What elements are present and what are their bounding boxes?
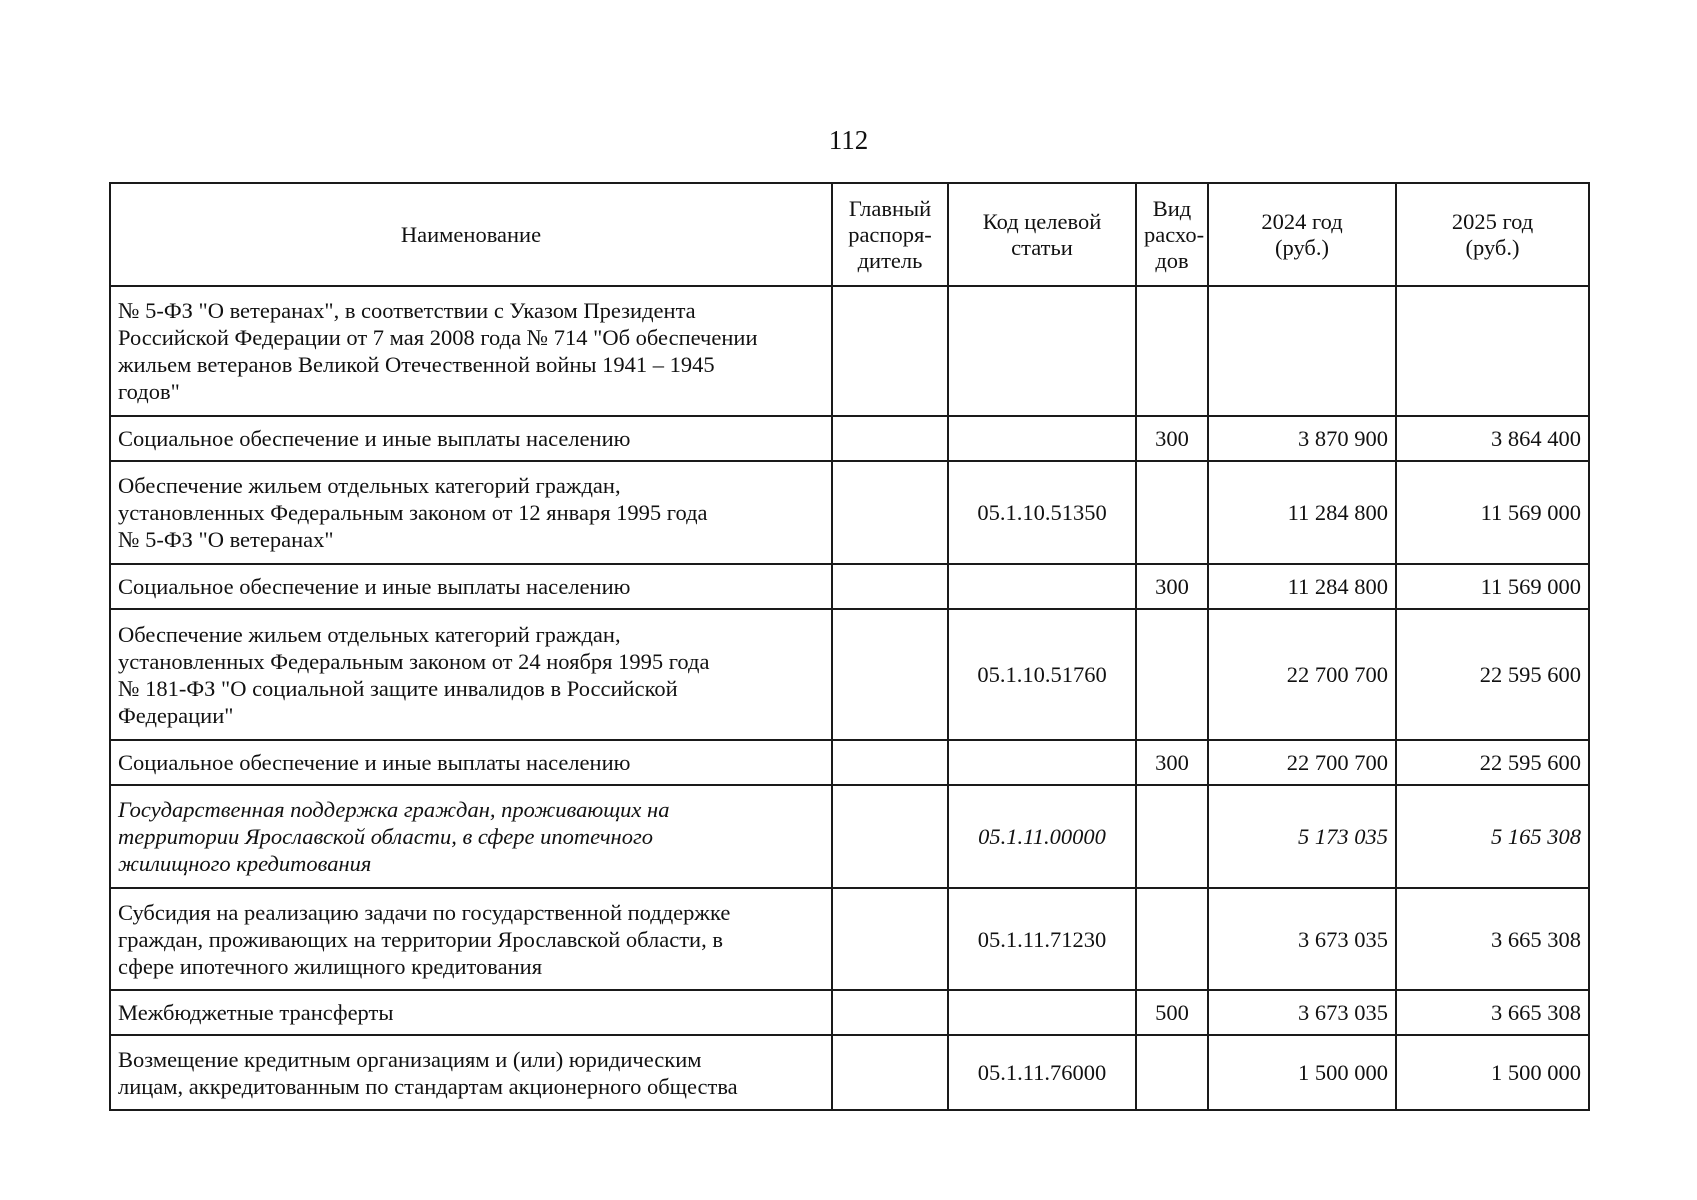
cell-name-line: Социальное обеспечение и иные выплаты населению: [118, 750, 631, 775]
cell-main-manager: [832, 564, 948, 609]
cell-name-line: Социальное обеспечение и иные выплаты населению: [118, 574, 631, 599]
cell-target-code: [948, 564, 1136, 609]
cell-amount-2024: 22 700 700: [1208, 740, 1396, 785]
header-year-2025: 2025 год (руб.): [1396, 183, 1589, 286]
cell-amount-2025: 1 500 000: [1396, 1035, 1589, 1110]
cell-expense-type: 500: [1136, 990, 1208, 1035]
cell-amount-2024: 1 500 000: [1208, 1035, 1396, 1110]
header-main-manager: Главный распоря- дитель: [832, 183, 948, 286]
cell-amount-2024: 3 673 035: [1208, 990, 1396, 1035]
cell-name-line: Межбюджетные трансферты: [118, 1000, 394, 1025]
cell-target-code: 05.1.10.51760: [948, 609, 1136, 740]
cell-amount-2025: [1396, 286, 1589, 416]
table-row: [110, 785, 1589, 888]
cell-target-code: [948, 416, 1136, 461]
cell-name-line: № 181-ФЗ "О социальной защите инвалидов в Российской: [118, 675, 678, 701]
cell-target-code: [948, 740, 1136, 785]
cell-amount-2025: 11 569 000: [1396, 564, 1589, 609]
cell-target-code: [948, 990, 1136, 1035]
cell-expense-type: [1136, 461, 1208, 564]
cell-name: [110, 286, 832, 416]
cell-expense-type: [1136, 286, 1208, 416]
table-row: [110, 888, 1589, 990]
cell-name: [110, 888, 832, 990]
cell-name: [110, 416, 832, 461]
cell-expense-type: 300: [1136, 740, 1208, 785]
cell-amount-2025: 3 665 308: [1396, 888, 1589, 990]
cell-main-manager: [832, 286, 948, 416]
cell-expense-type: 300: [1136, 564, 1208, 609]
cell-name-line: жилищного кредитования: [118, 851, 372, 876]
cell-amount-2024: 11 284 800: [1208, 564, 1396, 609]
cell-name-line: граждан, проживающих на территории Ярославской области, в: [118, 926, 723, 952]
budget-table: [109, 182, 1590, 1111]
cell-main-manager: [832, 990, 948, 1035]
cell-expense-type: [1136, 1035, 1208, 1110]
cell-name-line: Федерации": [118, 702, 234, 728]
cell-target-code: 05.1.11.00000: [948, 785, 1136, 888]
table-row: [110, 990, 1589, 1035]
cell-name-line: № 5-ФЗ "О ветеранах": [118, 527, 334, 552]
cell-amount-2025: 22 595 600: [1396, 740, 1589, 785]
table-row: [110, 286, 1589, 416]
cell-expense-type: 300: [1136, 416, 1208, 461]
table-row: [110, 564, 1589, 609]
page-number: 112: [828, 125, 869, 155]
table-row: [110, 461, 1589, 564]
cell-name-line: Обеспечение жильем отдельных категорий граждан,: [118, 621, 621, 647]
cell-main-manager: [832, 740, 948, 785]
cell-name: [110, 609, 832, 740]
cell-main-manager: [832, 461, 948, 564]
cell-name-line: Субсидия на реализацию задачи по государственной поддержке: [118, 899, 731, 925]
cell-amount-2024: 22 700 700: [1208, 609, 1396, 740]
cell-name-line: территории Ярославской области, в сфере ипотечного: [118, 824, 654, 849]
cell-name: [110, 1035, 832, 1110]
cell-name: [110, 740, 832, 785]
cell-amount-2025: 3 665 308: [1396, 990, 1589, 1035]
cell-amount-2024: [1208, 286, 1396, 416]
cell-target-code: 05.1.11.76000: [948, 1035, 1136, 1110]
cell-name: [110, 990, 832, 1035]
table-row: [110, 416, 1589, 461]
cell-amount-2025: 22 595 600: [1396, 609, 1589, 740]
cell-name-line: лицам, аккредитованным по стандартам акционерного общества: [118, 1073, 738, 1099]
table-row: [110, 1035, 1589, 1110]
cell-name-line: Российской Федерации от 7 мая 2008 года № 714 "Об обеспечении: [118, 325, 758, 350]
cell-name-line: установленных Федеральным законом от 12 января 1995 года: [118, 500, 708, 525]
cell-main-manager: [832, 416, 948, 461]
cell-amount-2024: 11 284 800: [1208, 461, 1396, 564]
cell-name-line: жильем ветеранов Великой Отечественной войны 1941 – 1945: [118, 352, 715, 377]
cell-main-manager: [832, 609, 948, 740]
cell-name: [110, 785, 832, 888]
cell-name-line: № 5-ФЗ "О ветеранах", в соответствии с Указом Президента: [118, 298, 696, 323]
cell-main-manager: [832, 785, 948, 888]
table-row: [110, 609, 1589, 740]
cell-name-line: Государственная поддержка граждан, проживающих на: [118, 797, 670, 822]
cell-main-manager: [832, 1035, 948, 1110]
cell-name-line: Обеспечение жильем отдельных категорий граждан,: [118, 473, 621, 498]
header-target-code: Код целевой статьи: [948, 183, 1136, 286]
cell-target-code: 05.1.11.71230: [948, 888, 1136, 990]
cell-name-line: Социальное обеспечение и иные выплаты населению: [118, 426, 631, 451]
header-row: [110, 183, 1589, 286]
cell-amount-2025: 11 569 000: [1396, 461, 1589, 564]
cell-target-code: 05.1.10.51350: [948, 461, 1136, 564]
header-expense-type: Вид расхо- дов: [1136, 183, 1208, 286]
cell-name-line: годов": [118, 379, 180, 404]
table-body: [110, 286, 1589, 1110]
cell-expense-type: [1136, 888, 1208, 990]
cell-name-line: Возмещение кредитным организациям и (или) юридическим: [118, 1046, 702, 1072]
header-year-2024: 2024 год (руб.): [1208, 183, 1396, 286]
table-row: [110, 740, 1589, 785]
cell-name-line: установленных Федеральным законом от 24 ноября 1995 года: [118, 648, 710, 674]
header-name: Наименование: [110, 183, 832, 286]
cell-amount-2024: 3 673 035: [1208, 888, 1396, 990]
cell-amount-2024: 5 173 035: [1208, 785, 1396, 888]
cell-amount-2025: 3 864 400: [1396, 416, 1589, 461]
cell-main-manager: [832, 888, 948, 990]
cell-expense-type: [1136, 609, 1208, 740]
cell-name-line: сфере ипотечного жилищного кредитования: [118, 953, 543, 979]
cell-expense-type: [1136, 785, 1208, 888]
cell-amount-2024: 3 870 900: [1208, 416, 1396, 461]
cell-target-code: [948, 286, 1136, 416]
cell-amount-2025: 5 165 308: [1396, 785, 1589, 888]
cell-name: [110, 564, 832, 609]
cell-name: [110, 461, 832, 564]
